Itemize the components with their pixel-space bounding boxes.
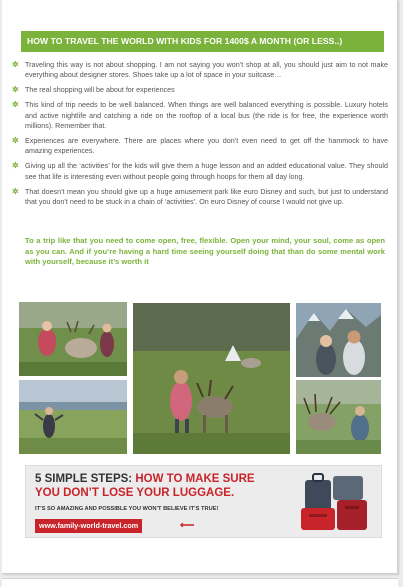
bullet-item xyxy=(12,85,388,95)
photo-child-in-meadow xyxy=(19,380,127,454)
banner-subtitle: IT’S SO AMAZING AND POSSIBLE YOU WON’T BELIEVE IT’S TRUE! xyxy=(35,506,219,512)
left-arrow-icon: ⟵ xyxy=(180,520,195,531)
document-page xyxy=(2,0,398,574)
banner-url-link[interactable]: www.family-world-travel.com xyxy=(35,519,142,533)
green-star-icon: ✲ xyxy=(12,161,19,171)
luggage-promo-banner[interactable] xyxy=(25,465,382,538)
photo-kids-with-reindeer xyxy=(19,302,127,376)
header-title: HOW TO TRAVEL THE WORLD WITH KIDS FOR 1400$ A MONTH (OR LESS..) xyxy=(27,36,343,46)
bullet-item xyxy=(12,100,388,131)
photo-man-feeding-reindeer xyxy=(296,380,381,454)
bullet-item xyxy=(12,161,388,182)
bullet-item xyxy=(12,187,388,208)
green-star-icon: ✲ xyxy=(12,85,19,95)
green-star-icon: ✲ xyxy=(12,60,19,69)
banner-title-prefix: 5 SIMPLE STEPS: xyxy=(35,473,136,485)
bullet-text: That doesn’t mean you should give up a huge amusement park like euro Disney and such, but just to understand that you don’t need to be stuck in a chain of ‘activities’. On euro Disney of course I would not give up. xyxy=(25,187,388,206)
bullet-text: This kind of trip needs to be well balanced. When things are well balanced everything is possible. Luxury hotels and active nightlife and catching a ride on the rooftop of a local bus (the ride is for free, the experience worth millions). Remember that. xyxy=(25,101,388,131)
bullet-text: Giving up all the ‘activities’ for the kids will give them a huge lesson and an added educational value. They should see that life is interesting even without people going through hoops for them all day long. xyxy=(25,162,388,181)
bullet-text: Experiences are everywhere. There are places where you don’t even need to get off the hammock to have amazing experiences. xyxy=(25,136,388,156)
bullet-text: The real shopping will be about for experiences xyxy=(25,86,175,95)
green-star-icon: ✲ xyxy=(12,135,19,145)
photo-mother-and-son-mountains xyxy=(296,303,381,377)
section-header xyxy=(21,31,384,52)
bullet-list xyxy=(12,60,388,212)
bullet-text: Traveling this way is not about shopping. I am not saying you won’t shop at all, you should just aim to not make everything about designer stores. Shoes take up a lot of space in your suitcase… xyxy=(25,61,388,80)
green-star-icon: ✲ xyxy=(12,186,19,196)
next-page-edge xyxy=(2,578,398,587)
banner-title-line2: YOU DON’T LOSE YOUR LUGGAGE. xyxy=(35,487,235,499)
bullet-item xyxy=(12,136,388,157)
banner-title xyxy=(35,473,255,487)
highlight-quote: To a trip like that you need to come open, free, flexible. Open your mind, your soul, come as open as you can. And if you’re having a hard time seeing yourself doing that than do some mental work with yourself, because it’s worth it xyxy=(25,236,385,267)
photo-girl-with-reindeer-camp xyxy=(133,303,290,454)
banner-title-highlight: HOW TO MAKE SURE xyxy=(135,473,255,485)
bullet-item xyxy=(12,60,388,81)
luggage-stack-icon xyxy=(297,470,377,534)
green-star-icon: ✲ xyxy=(12,100,19,110)
